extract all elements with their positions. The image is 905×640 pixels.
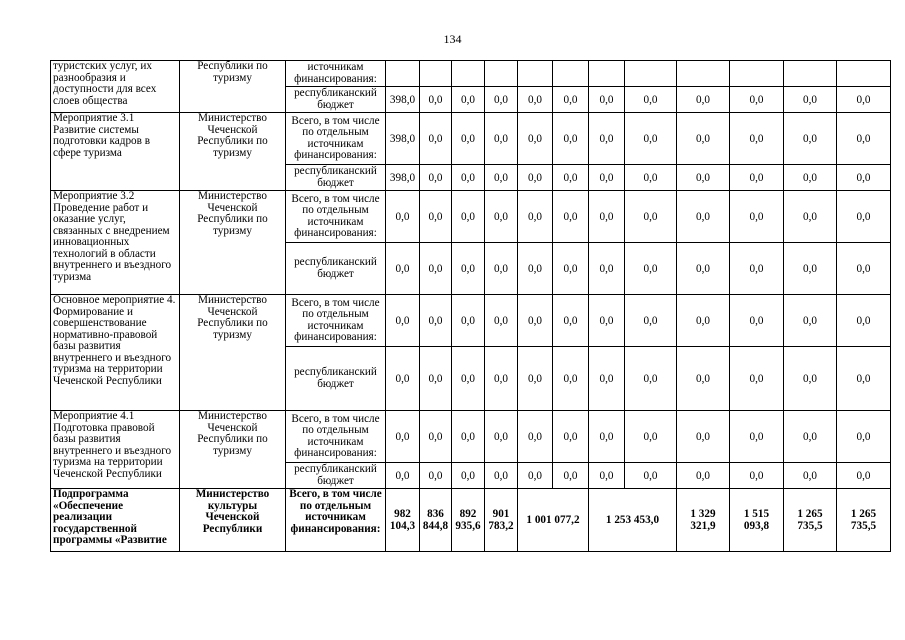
value-cell: 0,0 (386, 191, 420, 243)
subprogram-executor: Министерство культуры Чеченской Республики (180, 489, 286, 552)
value-cell: 0,0 (420, 191, 452, 243)
value-cell: 0,0 (625, 463, 677, 489)
value-cell: 0,0 (837, 411, 891, 463)
value-cell: 0,0 (485, 463, 518, 489)
value-cell: 0,0 (837, 463, 891, 489)
funding-source: республиканский бюджет (286, 87, 386, 113)
subprogram-value: 1 515 093,8 (730, 489, 784, 552)
value-cell: 0,0 (553, 243, 589, 295)
value-cell (452, 61, 485, 87)
subprogram-value: 892 935,6 (452, 489, 485, 552)
value-cell: 0,0 (677, 165, 730, 191)
value-cell: 0,0 (589, 243, 625, 295)
value-cell: 0,0 (553, 191, 589, 243)
value-cell: 0,0 (553, 295, 589, 347)
value-cell: 0,0 (837, 295, 891, 347)
value-cell: 0,0 (452, 295, 485, 347)
value-cell: 0,0 (784, 87, 837, 113)
value-cell (485, 61, 518, 87)
value-cell: 0,0 (784, 165, 837, 191)
value-cell: 0,0 (625, 295, 677, 347)
value-cell: 0,0 (485, 87, 518, 113)
table-body (51, 61, 891, 552)
subprogram-value: 836 844,8 (420, 489, 452, 552)
value-cell (730, 61, 784, 87)
value-cell: 0,0 (625, 191, 677, 243)
value-cell: 0,0 (589, 463, 625, 489)
subprogram-value: 1 265 735,5 (784, 489, 837, 552)
funding-source: Всего, в том числе по отдельным источникам финансирования: (286, 295, 386, 347)
value-cell: 0,0 (837, 87, 891, 113)
value-cell: 0,0 (553, 87, 589, 113)
value-cell: 0,0 (386, 463, 420, 489)
subprogram-value: 901 783,2 (485, 489, 518, 552)
value-cell: 0,0 (420, 463, 452, 489)
value-cell: 0,0 (730, 87, 784, 113)
value-cell: 0,0 (518, 191, 553, 243)
executor: Министерство Чеченской Республики по туризму (180, 295, 286, 411)
value-cell (589, 61, 625, 87)
table-row (51, 191, 891, 243)
value-cell: 0,0 (677, 113, 730, 165)
value-cell: 0,0 (386, 347, 420, 411)
value-cell: 0,0 (837, 113, 891, 165)
executor: Республики по туризму (180, 61, 286, 113)
activity-name: туристских услуг, их разнообразия и доступности для всех слоев общества (51, 61, 180, 113)
value-cell: 0,0 (518, 165, 553, 191)
value-cell: 0,0 (677, 347, 730, 411)
value-cell: 0,0 (452, 87, 485, 113)
funding-source: Всего, в том числе по отдельным источникам финансирования: (286, 113, 386, 165)
value-cell: 0,0 (730, 243, 784, 295)
value-cell: 0,0 (485, 411, 518, 463)
value-cell: 0,0 (730, 295, 784, 347)
value-cell: 0,0 (730, 165, 784, 191)
value-cell: 398,0 (386, 87, 420, 113)
value-cell: 0,0 (730, 191, 784, 243)
value-cell: 0,0 (677, 243, 730, 295)
value-cell: 0,0 (837, 243, 891, 295)
value-cell: 398,0 (386, 165, 420, 191)
subprogram-row (51, 489, 891, 552)
activity-name: Основное мероприятие 4. Формирование и совершенствование нормативно-правовой базы развития внутреннего и въездного туризма на территории Чеченской Республики (51, 295, 180, 411)
value-cell: 0,0 (677, 463, 730, 489)
value-cell: 0,0 (784, 347, 837, 411)
funding-source: источникам финансирования: (286, 61, 386, 87)
budget-table (50, 60, 891, 552)
value-cell: 0,0 (589, 411, 625, 463)
subprogram-value: 1 253 453,0 (589, 489, 677, 552)
value-cell: 0,0 (518, 243, 553, 295)
value-cell: 0,0 (518, 87, 553, 113)
value-cell: 0,0 (452, 191, 485, 243)
subprogram-funding-source: Всего, в том числе по отдельным источникам финансирования: (286, 489, 386, 552)
value-cell: 0,0 (784, 411, 837, 463)
subprogram-value: 982 104,3 (386, 489, 420, 552)
value-cell: 0,0 (625, 243, 677, 295)
table-row (51, 113, 891, 165)
value-cell: 0,0 (589, 295, 625, 347)
value-cell (837, 61, 891, 87)
value-cell: 0,0 (553, 165, 589, 191)
activity-name: Мероприятие 3.1 Развитие системы подготовки кадров в сфере туризма (51, 113, 180, 191)
value-cell: 398,0 (386, 113, 420, 165)
value-cell: 0,0 (518, 347, 553, 411)
value-cell: 0,0 (625, 411, 677, 463)
value-cell: 0,0 (485, 165, 518, 191)
activity-name: Мероприятие 4.1 Подготовка правовой базы развития внутреннего и въездного туризма на территории Чеченской Республики (51, 411, 180, 489)
value-cell: 0,0 (730, 411, 784, 463)
value-cell: 0,0 (784, 243, 837, 295)
value-cell: 0,0 (784, 191, 837, 243)
value-cell: 0,0 (589, 87, 625, 113)
value-cell: 0,0 (784, 295, 837, 347)
page-number: 134 (443, 32, 462, 46)
subprogram-value: 1 265 735,5 (837, 489, 891, 552)
value-cell: 0,0 (837, 191, 891, 243)
value-cell: 0,0 (553, 113, 589, 165)
subprogram-value: 1 329 321,9 (677, 489, 730, 552)
value-cell (784, 61, 837, 87)
value-cell (625, 61, 677, 87)
value-cell: 0,0 (518, 113, 553, 165)
value-cell: 0,0 (518, 463, 553, 489)
value-cell: 0,0 (589, 165, 625, 191)
value-cell: 0,0 (452, 347, 485, 411)
value-cell: 0,0 (589, 347, 625, 411)
value-cell: 0,0 (485, 113, 518, 165)
value-cell: 0,0 (485, 295, 518, 347)
value-cell: 0,0 (386, 295, 420, 347)
value-cell: 0,0 (420, 113, 452, 165)
value-cell: 0,0 (589, 113, 625, 165)
value-cell: 0,0 (518, 295, 553, 347)
value-cell: 0,0 (677, 295, 730, 347)
executor: Министерство Чеченской Республики по туризму (180, 113, 286, 191)
value-cell: 0,0 (485, 191, 518, 243)
funding-source: Всего, в том числе по отдельным источникам финансирования: (286, 191, 386, 243)
value-cell: 0,0 (730, 347, 784, 411)
executor: Министерство Чеченской Республики по туризму (180, 191, 286, 295)
value-cell: 0,0 (553, 463, 589, 489)
value-cell: 0,0 (420, 243, 452, 295)
value-cell: 0,0 (730, 463, 784, 489)
value-cell: 0,0 (625, 347, 677, 411)
activity-name: Мероприятие 3.2 Проведение работ и оказание услуг, связанных с внедрением инновационных технологий в области внутреннего и въездного туризма (51, 191, 180, 295)
value-cell: 0,0 (420, 347, 452, 411)
value-cell (386, 61, 420, 87)
value-cell: 0,0 (625, 87, 677, 113)
executor: Министерство Чеченской Республики по туризму (180, 411, 286, 489)
table-row (51, 411, 891, 463)
value-cell: 0,0 (553, 411, 589, 463)
value-cell (553, 61, 589, 87)
value-cell: 0,0 (730, 113, 784, 165)
value-cell: 0,0 (589, 191, 625, 243)
value-cell: 0,0 (553, 347, 589, 411)
value-cell: 0,0 (677, 191, 730, 243)
value-cell: 0,0 (420, 411, 452, 463)
value-cell: 0,0 (837, 347, 891, 411)
value-cell (420, 61, 452, 87)
value-cell: 0,0 (784, 463, 837, 489)
value-cell: 0,0 (420, 87, 452, 113)
funding-source: республиканский бюджет (286, 463, 386, 489)
value-cell: 0,0 (452, 411, 485, 463)
value-cell: 0,0 (452, 165, 485, 191)
value-cell (677, 61, 730, 87)
value-cell: 0,0 (837, 165, 891, 191)
table-row (51, 61, 891, 87)
value-cell: 0,0 (452, 243, 485, 295)
value-cell: 0,0 (420, 165, 452, 191)
value-cell: 0,0 (677, 87, 730, 113)
funding-source: Всего, в том числе по отдельным источникам финансирования: (286, 411, 386, 463)
funding-source: республиканский бюджет (286, 347, 386, 411)
value-cell: 0,0 (677, 411, 730, 463)
value-cell: 0,0 (452, 113, 485, 165)
value-cell: 0,0 (518, 411, 553, 463)
value-cell: 0,0 (420, 295, 452, 347)
value-cell: 0,0 (485, 243, 518, 295)
value-cell: 0,0 (625, 113, 677, 165)
table-row (51, 295, 891, 347)
subprogram-value: 1 001 077,2 (518, 489, 589, 552)
value-cell: 0,0 (386, 243, 420, 295)
value-cell: 0,0 (386, 411, 420, 463)
value-cell: 0,0 (485, 347, 518, 411)
funding-source: республиканский бюджет (286, 165, 386, 191)
value-cell (518, 61, 553, 87)
value-cell: 0,0 (625, 165, 677, 191)
subprogram-name: Подпрограмма «Обеспечение реализации государственной программы «Развитие (51, 489, 180, 552)
value-cell: 0,0 (452, 463, 485, 489)
value-cell: 0,0 (784, 113, 837, 165)
funding-source: республиканский бюджет (286, 243, 386, 295)
